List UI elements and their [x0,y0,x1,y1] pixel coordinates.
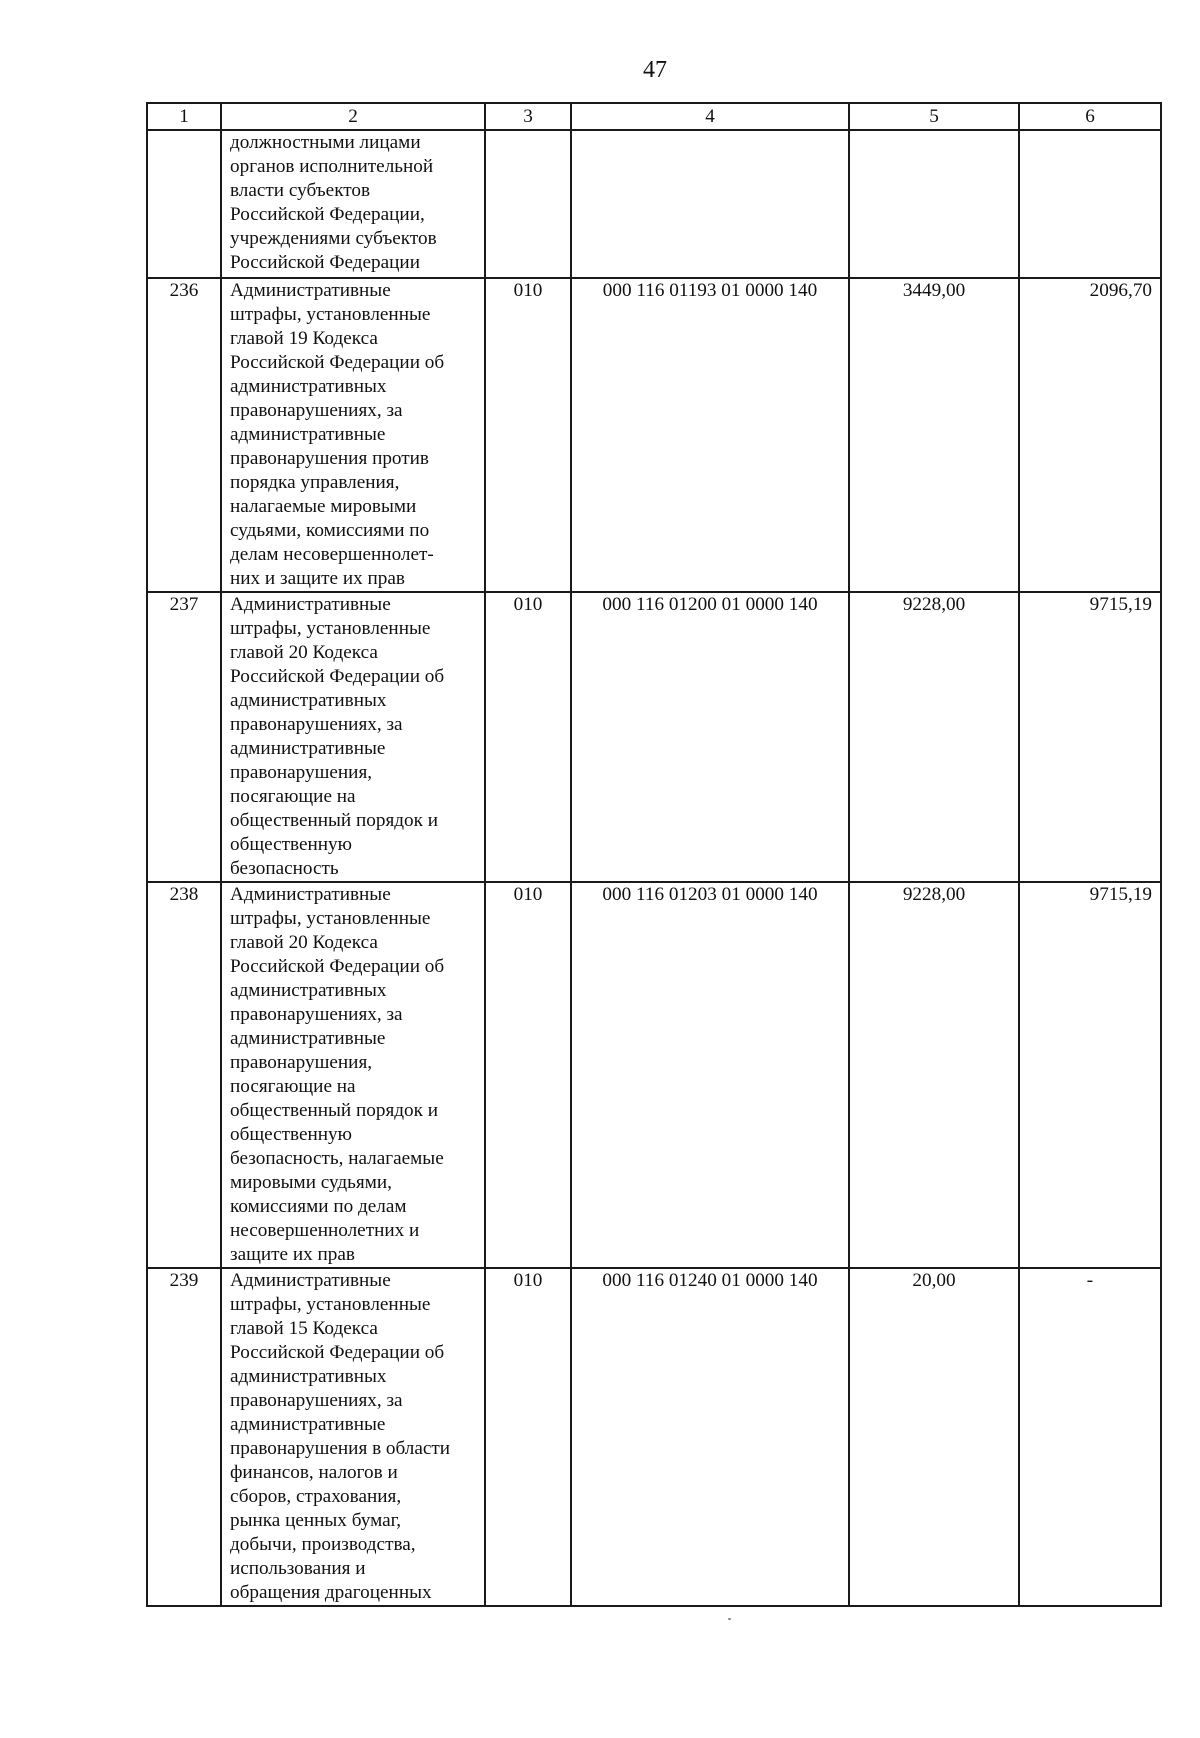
table-header [147,103,1161,130]
description-line: комиссиями по делам [230,1196,407,1217]
row-number-cell: 237 [147,592,221,882]
row-number-cell: 239 [147,1268,221,1606]
description-line: правонарушения против [230,448,429,469]
description-line: административные [230,424,386,445]
description-line: посягающие на [230,786,356,807]
table-row [147,130,1161,278]
admin-code-cell: 010 [485,278,571,592]
description-cell [221,1268,485,1606]
description-line: правонарушения в области [230,1438,451,1459]
table-row [147,278,1161,592]
description-line: административных [230,1366,387,1387]
description-line: административных [230,690,387,711]
description-line: Административные [230,594,391,615]
header-col-5: 5 [849,103,1019,130]
description-line: Российской Федерации об [230,666,445,687]
description-line: порядка управления, [230,472,400,493]
description-cell [221,882,485,1268]
amount-col5-cell [849,130,1019,278]
description-line: сборов, страхования, [230,1486,402,1507]
description-line: Российской Федерации об [230,956,445,977]
header-row [147,103,1161,130]
description-line: административные [230,1414,386,1435]
description-line: правонарушения, [230,762,373,783]
page-number: 47 [643,57,667,83]
description-line: административных [230,980,387,1001]
description-line: власти субъектов [230,180,371,201]
description-line: административные [230,738,386,759]
description-line: главой 15 Кодекса [230,1318,378,1339]
description-line: правонарушениях, за [230,714,403,735]
amount-col5-cell: 20,00 [849,1268,1019,1606]
row-number-cell: 236 [147,278,221,592]
description-line: общественный порядок и [230,1100,439,1121]
description-line: правонарушениях, за [230,1004,403,1025]
description-line: штрафы, установленные [230,908,431,929]
description-line: добычи, производства, [230,1534,416,1555]
description-line: административные [230,1028,386,1049]
table-row [147,592,1161,882]
table-row [147,1268,1161,1606]
description-line: безопасность [230,858,339,879]
description-line: судьями, комиссиями по [230,520,430,541]
description-line: правонарушениях, за [230,400,403,421]
amount-col5-cell: 9228,00 [849,882,1019,1268]
description-line: главой 20 Кодекса [230,642,378,663]
description-line: финансов, налогов и [230,1462,398,1483]
amount-col6-cell: - [1019,1268,1161,1606]
description-line: штрафы, установленные [230,304,431,325]
header-col-1: 1 [147,103,221,130]
description-line: несовершеннолетних и [230,1220,420,1241]
header-col-3: 3 [485,103,571,130]
description-line: штрафы, установленные [230,1294,431,1315]
amount-col5-cell: 9228,00 [849,592,1019,882]
description-line: мировыми судьями, [230,1172,392,1193]
amount-col6-cell: 2096,70 [1019,278,1161,592]
budget-code-cell [571,130,849,278]
amount-col6-cell: 9715,19 [1019,592,1161,882]
description-line: делам несовершеннолет- [230,544,434,565]
description-line: главой 19 Кодекса [230,328,378,349]
admin-code-cell: 010 [485,592,571,882]
description-line: административных [230,376,387,397]
amount-col6-cell: 9715,19 [1019,882,1161,1268]
description-line: безопасность, налагаемые [230,1148,444,1169]
description-line: правонарушения, [230,1052,373,1073]
description-line: обращения драгоценных [230,1582,432,1603]
description-line: Административные [230,884,391,905]
description-line: них и защите их прав [230,568,405,589]
description-line: Российской Федерации об [230,352,445,373]
description-line: общественную [230,834,352,855]
description-line: Административные [230,1270,391,1291]
budget-code-cell: 000 116 01193 01 0000 140 [571,278,849,592]
description-line: Российской Федерации, [230,204,425,225]
row-number-cell: 238 [147,882,221,1268]
budget-code-cell: 000 116 01240 01 0000 140 [571,1268,849,1606]
description-line: должностными лицами [230,132,421,153]
description-line: Российской Федерации [230,252,420,273]
admin-code-cell: 010 [485,882,571,1268]
description-line: посягающие на [230,1076,356,1097]
scan-speck [728,1618,731,1620]
description-line: защите их прав [230,1244,355,1265]
admin-code-cell: 010 [485,1268,571,1606]
header-col-2: 2 [221,103,485,130]
amount-col5-cell: 3449,00 [849,278,1019,592]
description-line: штрафы, установленные [230,618,431,639]
header-col-4: 4 [571,103,849,130]
description-cell [221,130,485,278]
budget-code-cell: 000 116 01203 01 0000 140 [571,882,849,1268]
description-line: общественную [230,1124,352,1145]
row-number-cell [147,130,221,278]
admin-code-cell [485,130,571,278]
description-line: рынка ценных бумаг, [230,1510,402,1531]
budget-table [146,102,1162,1607]
table-row [147,882,1161,1268]
table-body [147,130,1161,1606]
description-line: общественный порядок и [230,810,439,831]
description-cell [221,278,485,592]
description-line: главой 20 Кодекса [230,932,378,953]
description-line: правонарушениях, за [230,1390,403,1411]
description-cell [221,592,485,882]
amount-col6-cell [1019,130,1161,278]
description-line: Административные [230,280,391,301]
description-line: налагаемые мировыми [230,496,417,517]
description-line: органов исполнительной [230,156,434,177]
description-line: Российской Федерации об [230,1342,445,1363]
budget-code-cell: 000 116 01200 01 0000 140 [571,592,849,882]
description-line: использования и [230,1558,366,1579]
description-line: учреждениями субъектов [230,228,437,249]
header-col-6: 6 [1019,103,1161,130]
